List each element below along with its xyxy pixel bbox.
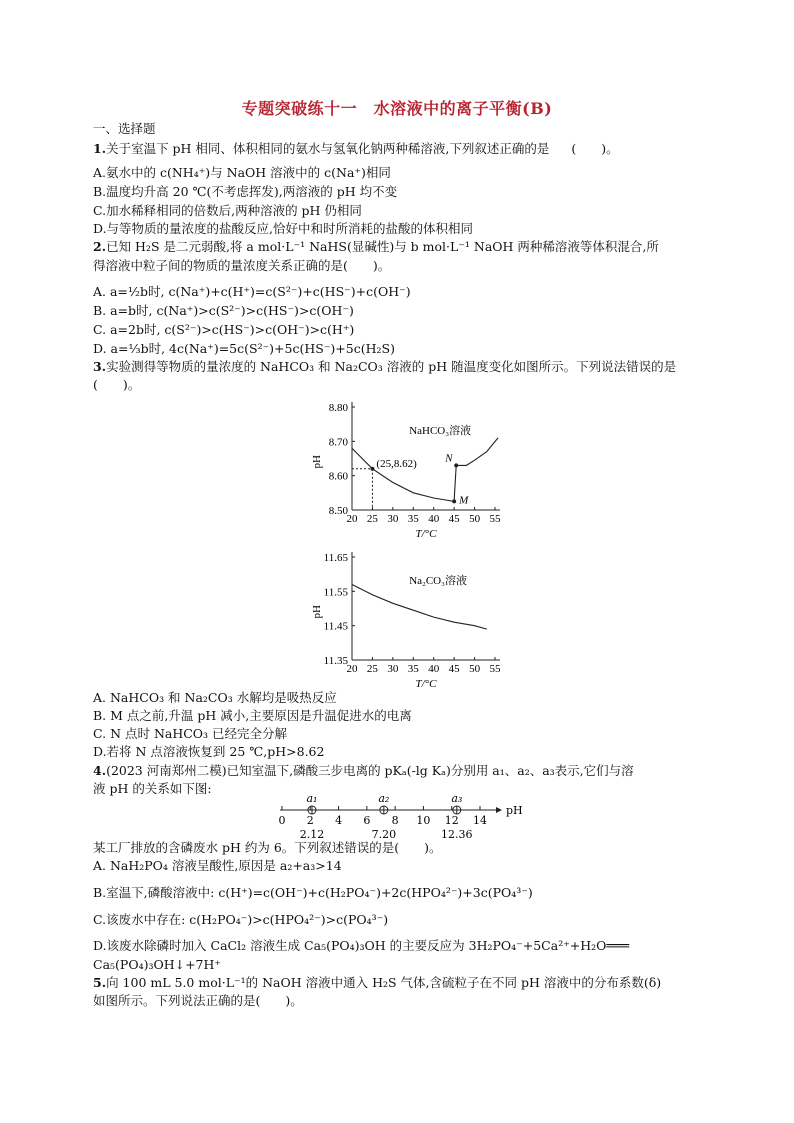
y-axis-label: pH — [311, 605, 323, 619]
y-tick-label: 8.70 — [328, 436, 348, 449]
y-tick-label: 11.65 — [323, 552, 348, 564]
question-4-option-d-line-2: Ca₅(PO₄)₃OH↓+7H⁺ — [93, 957, 222, 972]
question-2-text: 已知 H₂S 是二元弱酸,将 a mol·L⁻¹ NaHS(显碱性)与 b mol·L⁻¹ NaOH 两种稀溶液等体积混合,所 — [106, 239, 659, 254]
pka-name-label: a₃ — [451, 792, 463, 805]
point-label-n: N — [445, 452, 453, 465]
question-5-number: 5. — [93, 975, 107, 990]
y-tick-label: 8.50 — [328, 505, 348, 517]
nahco3-ph-temperature-chart — [290, 395, 520, 545]
point-N — [454, 463, 458, 467]
question-1-option-b: B.温度均升高 20 ℃(不考虑挥发),两溶液的 pH 均不变 — [93, 184, 398, 199]
section-heading: 一、选择题 — [93, 121, 156, 136]
pka-name-label: a₂ — [378, 792, 390, 805]
number-line-tick-label: 6 — [363, 814, 371, 827]
pka-value-label: 2.12 — [299, 828, 325, 840]
question-3-option-c: C. N 点时 NaHCO₃ 已经完全分解 — [93, 726, 288, 741]
x-tick-label: 20 — [346, 513, 358, 525]
page-title: 专题突破练十一 水溶液中的离子平衡(B) — [241, 99, 553, 118]
series-label: NaHCO₃溶液 — [409, 424, 472, 437]
question-3-option-d: D.若将 N 点溶液恢复到 25 ℃,pH>8.62 — [93, 744, 325, 759]
x-tick-label: 30 — [387, 513, 399, 525]
x-tick-label: 40 — [428, 513, 440, 525]
question-4-option-b: B.室温下,磷酸溶液中: c(H⁺)=c(OH⁻)+c(H₂PO₄⁻)+2c(HPO₄²⁻)+3c(PO₄³⁻) — [93, 885, 533, 900]
x-tick-label: 35 — [407, 513, 419, 525]
number-line-tick-label: 0 — [278, 814, 286, 827]
question-4-option-a: A. NaH₂PO₄ 溶液呈酸性,原因是 a₂+a₃>14 — [93, 858, 342, 873]
y-tick-label: 11.45 — [323, 620, 348, 633]
x-tick-label: 30 — [387, 663, 399, 675]
x-tick-label: 40 — [428, 663, 440, 675]
x-tick-label: 35 — [407, 663, 419, 675]
question-2-stem-line-2: 得溶液中粒子间的物质的量浓度关系正确的是( )。 — [93, 258, 391, 273]
question-5-stem-line-1 — [93, 973, 661, 992]
number-line-tick-label: 14 — [473, 814, 487, 827]
na2co3-ph-temperature-chart — [290, 545, 520, 690]
number-line-tick-label: 10 — [416, 814, 431, 827]
y-tick-label: 11.35 — [323, 655, 348, 667]
question-4-option-d-line-1: D.该废水除磷时加入 CaCl₂ 溶液生成 Ca₅(PO₄)₃OH 的主要反应为 3H₂PO₄⁻+5Ca²⁺+H₂O═══ — [93, 938, 630, 953]
pka-value-label: 12.36 — [441, 828, 473, 840]
series-line — [352, 585, 487, 630]
pka-value-label: 7.20 — [371, 828, 397, 840]
number-line-arrow — [496, 807, 502, 813]
x-tick-label: 55 — [489, 663, 501, 675]
question-2-stem-line-1 — [93, 237, 659, 256]
x-tick-label: 25 — [366, 513, 378, 525]
question-4-number: 4. — [93, 763, 107, 778]
number-line-tick-label: 4 — [335, 814, 343, 827]
question-2-option-b: B. a=b时, c(Na⁺)>c(S²⁻)>c(HS⁻)>c(OH⁻) — [93, 303, 354, 318]
question-1-stem — [93, 139, 619, 158]
question-1-text: 关于室温下 pH 相同、体积相同的氨水与氢氧化钠两种稀溶液,下列叙述正确的是 — [106, 141, 550, 156]
x-tick-label: 20 — [346, 663, 358, 675]
number-line-label: pH — [506, 804, 523, 817]
x-tick-label: 50 — [469, 663, 481, 675]
question-2-option-a: A. a=½b时, c(Na⁺)+c(H⁺)=c(S²⁻)+c(HS⁻)+c(OH⁻) — [93, 284, 411, 299]
question-3-number: 3. — [93, 359, 107, 374]
question-1-number: 1. — [93, 141, 107, 156]
x-tick-label: 55 — [489, 513, 501, 525]
x-tick-label: 50 — [469, 513, 481, 525]
y-tick-label: 11.55 — [323, 586, 348, 599]
x-tick-label: 45 — [448, 663, 460, 675]
question-4-stem-line-1 — [93, 761, 634, 780]
point-M — [452, 499, 456, 503]
y-tick-label: 8.60 — [328, 470, 348, 483]
question-3-option-a: A. NaHCO₃ 和 Na₂CO₃ 水解均是吸热反应 — [93, 690, 337, 705]
question-5-stem-line-2: 如图所示。下列说法正确的是( )。 — [93, 993, 303, 1008]
point-label-m: M — [459, 494, 469, 507]
x-tick-label: 25 — [366, 663, 378, 675]
point-label-25-862: (25,8.62) — [376, 457, 417, 470]
question-3-option-b: B. M 点之前,升温 pH 减小,主要原因是升温促进水的电离 — [93, 708, 412, 723]
y-tick-label: 8.80 — [328, 402, 348, 414]
question-3-stem-line-1 — [93, 357, 676, 376]
question-4-stem-line-2: 液 pH 的关系如下图: — [93, 781, 212, 796]
x-axis-label: T/°C — [415, 528, 437, 540]
question-1-answer-blank: ( )。 — [571, 141, 619, 156]
question-3-text: 实验测得等物质的量浓度的 NaHCO₃ 和 Na₂CO₃ 溶液的 pH 随温度变化如图所示。下列说法错误的是 — [106, 359, 677, 374]
question-4-text: (2023 河南郑州二模)已知室温下,磷酸三步电离的 pKₐ(-lg Kₐ)分别用 a₁、a₂、a₃表示,它们与溶 — [106, 763, 634, 778]
y-axis-label: pH — [311, 455, 323, 469]
question-4-stem-line-3: 某工厂排放的含磷废水 pH 约为 6。下列叙述错误的是( )。 — [93, 840, 442, 855]
question-1-option-c: C.加水稀释相同的倍数后,两种溶液的 pH 仍相同 — [93, 203, 362, 218]
series-label: Na₂CO₃溶液 — [409, 574, 467, 587]
question-1-option-a: A.氨水中的 c(NH₄⁺)与 NaOH 溶液中的 c(Na⁺)相同 — [93, 165, 391, 180]
x-tick-label: 45 — [448, 513, 460, 525]
number-line-tick-label: 2 — [306, 814, 314, 827]
question-1-option-d: D.与等物质的量浓度的盐酸反应,恰好中和时所消耗的盐酸的体积相同 — [93, 221, 474, 236]
question-2-number: 2. — [93, 239, 107, 254]
x-axis-label: T/°C — [415, 678, 437, 690]
pka-name-label: a₁ — [306, 792, 318, 805]
pka-ph-number-line — [268, 788, 528, 840]
question-2-option-c: C. a=2b时, c(S²⁻)>c(HS⁻)>c(OH⁻)>c(H⁺) — [93, 322, 355, 337]
number-line-tick-label: 8 — [391, 814, 399, 827]
question-3-stem-line-2: ( )。 — [93, 377, 141, 392]
question-5-text: 向 100 mL 5.0 mol·L⁻¹的 NaOH 溶液中通入 H₂S 气体,含硫粒子在不同 pH 溶液中的分布系数(δ) — [106, 975, 662, 990]
question-4-option-c: C.该废水中存在: c(H₂PO₄⁻)>c(HPO₄²⁻)>c(PO₄³⁻) — [93, 912, 389, 927]
number-line-tick-label: 12 — [444, 814, 459, 827]
question-2-option-d: D. a=⅓b时, 4c(Na⁺)=5c(S²⁻)+5c(HS⁻)+5c(H₂S) — [93, 341, 395, 356]
